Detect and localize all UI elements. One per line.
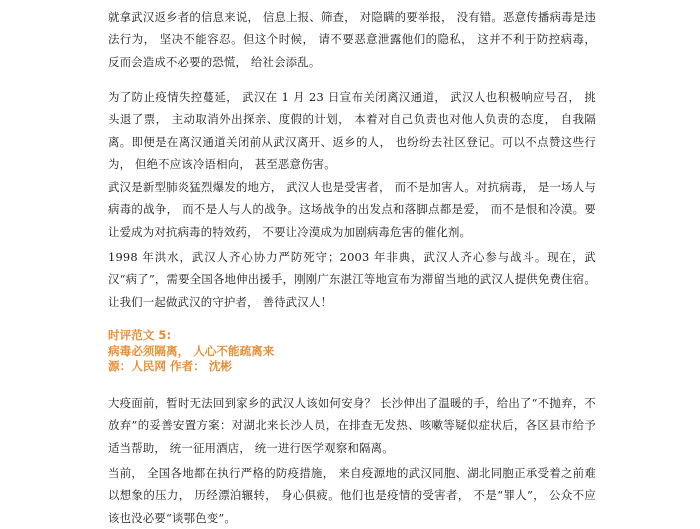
paragraph-5: 大疫面前，暂时无法回到家乡的武汉人该如何安身？ 长沙伸出了温暖的手，给出了“不抛弃，不放弃”的妥善安置方案：对湖北来长沙人员，在排查无发热、咳嗽等疑似症状后，各区县市给予适当帮助， 统一征用酒店， 统一进行医学观察和隔离。 xyxy=(108,396,596,455)
heading-label: 时评范文 5: xyxy=(108,328,172,342)
paragraph-1: 就拿武汉返乡者的信息来说， 信息上报、筛查， 对隐瞒的要举报， 没有错。恶意传播病毒是违法行为， 坚决不能容忍。但这个时候， 请不要恶意泄露他们的隐私， 这并不利于防控病毒， 反而会造成不必要的恐慌， 给社会添乱。 xyxy=(108,10,596,69)
heading-title: 病毒必须隔离， 人心不能疏离来 xyxy=(108,343,275,358)
paragraph-3: 武汉是新型肺炎猛烈爆发的地方， 武汉人也是受害者， 而不是加害人。对抗病毒， 是一场人与病毒的战争， 而不是人与人的战争。这场战争的出发点和落脚点都是爱， 而不是恨和冷漠。要让爱成为对抗病毒的特效药， 不要让冷漠成为加剧病毒危害的催化剂。 xyxy=(108,180,596,239)
paragraph-6: 当前， 全国各地都在执行严格的防疫措施， 来自疫源地的武汉同胞、湖北同胞正承受着之前难以想象的压力， 历经漂泊辗转， 身心俱疲。他们也是疫情的受害者， 不是“罪人”， 公众不应该也没必要“谈鄂色变”。 xyxy=(108,466,596,525)
paragraph-4: 1998 年洪水，武汉人齐心协力严防死守；2003 年非典，武汉人齐心参与战斗。现在，武汉“病了”，需要全国各地伸出援手，刚刚广东湛江等地宣布为滞留当地的武汉人提供免费住宿。让我们一起做武汉的守护者， 善待武汉人！ xyxy=(108,250,596,309)
paragraph-2: 为了防止疫情失控蔓延， 武汉在 1 月 23 日宣布关闭离汉通道， 武汉人也积极响应号召， 挑头退了票， 主动取消外出探亲、度假的计划， 本着对自己负责也对他人负责的态度， 自我隔离。即便是在离汉通道关闭前从武汉离开、返乡的人， 也纷纷去社区登记。可以不点赞这些行为， 但绝不应该冷语相向， 甚至恶意伤害。 xyxy=(108,90,596,172)
section-heading xyxy=(108,328,596,375)
heading-source: 源：人民网 作者： 沈彬 xyxy=(108,359,233,373)
